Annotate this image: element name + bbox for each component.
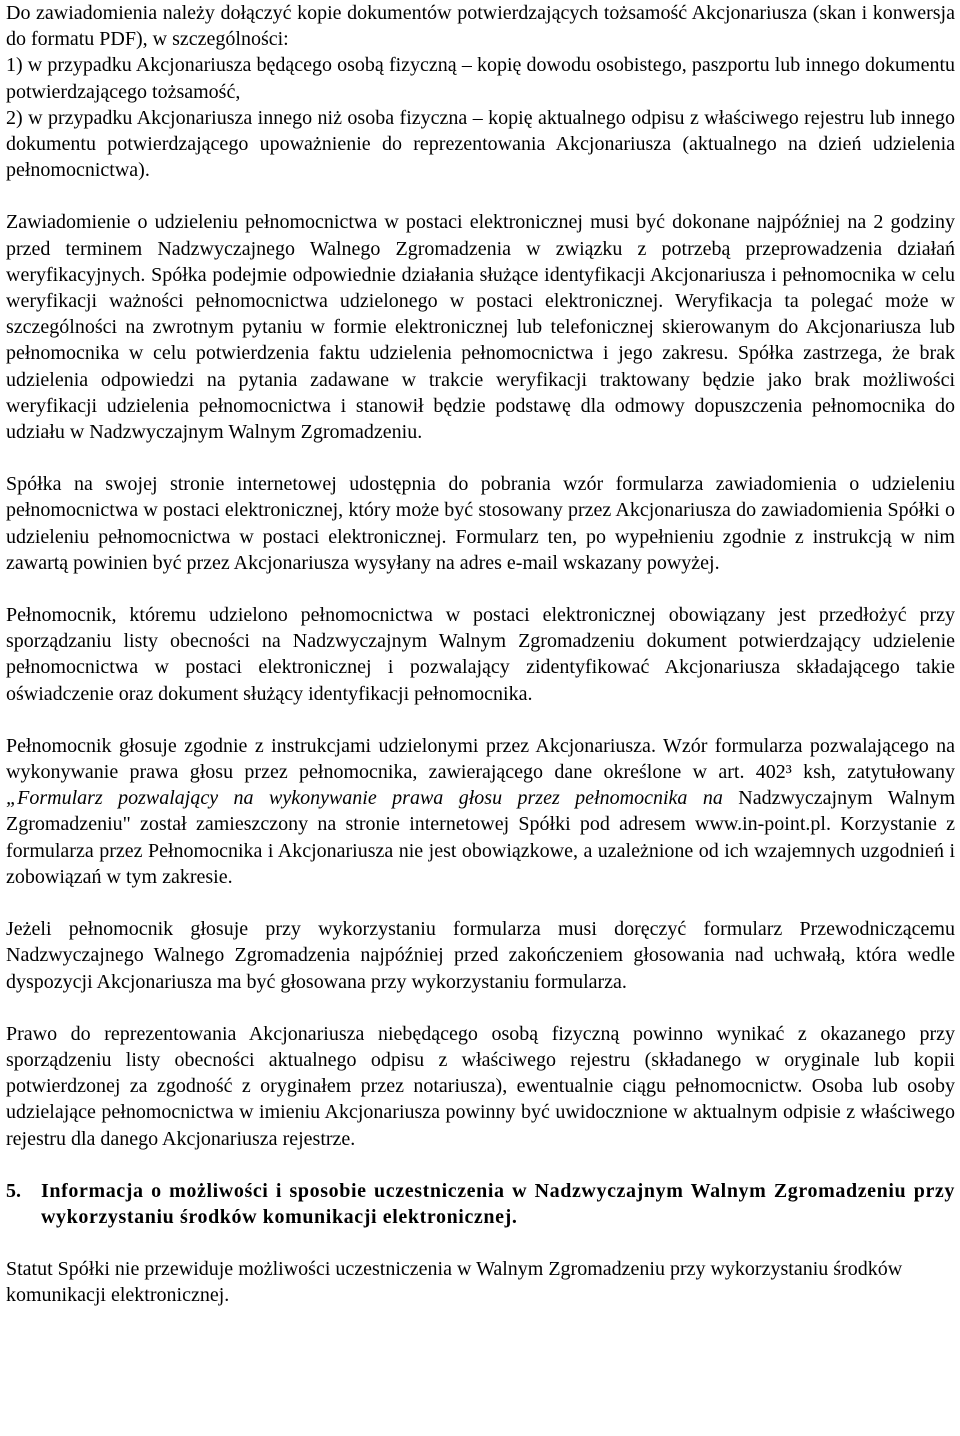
intro-item-2: 2) w przypadku Akcjonariusza innego niż osoba fizyczna – kopię aktualnego odpisu z właściwego rejestru lub innego dokumentu potwierdzającego upoważnienie do reprezentowania Akcjonariusza (aktualnego na dzień udzielenia pełnomocnictwa). xyxy=(6,106,955,182)
section-number: 5. xyxy=(6,1179,21,1202)
voting-text-1: Pełnomocnik głosuje zgodnie z instrukcjami udzielonymi przez Akcjonariusza. Wzór formularza pozwalającego na wykonywanie prawa głosu przez pełnomocnika, zawierającego dane określone w art. 402³ ksh, zatytułowany xyxy=(6,734,955,784)
paragraph-spacer xyxy=(6,445,955,471)
form-download-paragraph: Spółka na swojej stronie internetowej udostępnia do pobrania wzór formularza zawiadomienia o udzieleniu pełnomocnictwa w postaci elektronicznej, który może być stosowany przez Akcjonariusza do zawiadomienia Spółki o udzieleniu pełnomocnictwa w postaci elektronicznej. Formularz ten, po wypełnieniu zgodnie z instrukcją w nim zawartą powinien być przez Akcjonariusza wysyłany na adres e-mail wskazany powyżej. xyxy=(6,473,955,574)
section-title: Informacja o możliwości i sposobie uczestniczenia w Nadzwyczajnym Walnym Zgromadzeniu przy wykorzystaniu środków komunikacji elektronicznej. xyxy=(41,1179,955,1228)
voting-text-2: Nadzwyczajnym Walnym Zgromadzeniu" został zamieszczony na stronie internetowej Spółki pod adresem www.in-point.pl. Korzystanie z formularza przez Pełnomocnika i Akcjonariusza nie jest obowiązkowe, a uzależnione od ich wzajemnych uzgodnień i zobowiązań w tym zakresie. xyxy=(6,787,955,888)
section-5-heading xyxy=(6,1178,955,1230)
paragraph-spacer xyxy=(6,890,955,916)
representation-paragraph: Prawo do reprezentowania Akcjonariusza niebędącego osobą fizyczną powinno wynikać z okazanego przy sporządzeniu listy obecności aktualnego odpisu z właściwego rejestru (składanego w oryginale lub kopii potwierdzonej za zgodność z oryginałem przez notariusza), ewentualnie ciągu pełnomocnictw. Osoba lub osoby udzielające pełnomocnictwa w imieniu Akcjonariusza powinny być uwidocznione w aktualnym odpisie z właściwego rejestru dla danego Akcjonariusza rejestrze. xyxy=(6,1022,955,1150)
section-5-body: Statut Spółki nie przewiduje możliwości uczestniczenia w Walnym Zgromadzeniu przy wykorzystaniu środków komunikacji elektronicznej. xyxy=(6,1258,903,1307)
paragraph-spacer xyxy=(6,576,955,602)
intro-paragraph: Do zawiadomienia należy dołączyć kopie dokumentów potwierdzających tożsamość Akcjonariusza (skan i konwersja do formatu PDF), w szczególności: xyxy=(6,2,955,51)
voting-paragraph xyxy=(6,733,955,890)
paragraph-spacer xyxy=(6,1152,955,1178)
attendance-paragraph: Pełnomocnik, któremu udzielono pełnomocnictwa w postaci elektronicznej obowiązany jest przedłożyć przy sporządzaniu listy obecności na Nadzwyczajnym Walnym Zgromadzeniu dokument potwierdzający udzielenie pełnomocnictwa w postaci elektronicznej i pozwalający zidentyfikować Akcjonariusza składającego takie oświadczenie oraz dokument służący identyfikacji pełnomocnika. xyxy=(6,604,955,705)
voting-form-title: „Formularz pozwalający na wykonywanie prawa głosu przez pełnomocnika na xyxy=(6,787,723,810)
paragraph-spacer xyxy=(6,707,955,733)
intro-item-1: 1) w przypadku Akcjonariusza będącego osobą fizyczną – kopię dowodu osobistego, paszportu lub innego dokumentu potwierdzającego tożsamość, xyxy=(6,54,955,103)
notification-paragraph: Zawiadomienie o udzieleniu pełnomocnictwa w postaci elektronicznej musi być dokonane najpóźniej na 2 godziny przed terminem Nadzwyczajnego Walnego Zgromadzenia w związku z potrzebą przeprowadzenia działań weryfikacyjnych. Spółka podejmie odpowiednie działania służące identyfikacji Akcjonariusza i pełnomocnika w celu weryfikacji ważności pełnomocnictwa udzielonego w postaci elektronicznej. Weryfikacja ta polegać może w szczególności na zwrotnym pytaniu w formie elektronicznej lub telefonicznej skierowanym do Akcjonariusza lub pełnomocnika w celu potwierdzenia faktu udzielenia pełnomocnictwa i jego zakresu. Spółka zastrzega, że brak udzielenia odpowiedzi na pytania zadawane w trakcie weryfikacji traktowany będzie jako brak możliwości weryfikacji udzielenia pełnomocnictwa i stanowił będzie podstawę dla odmowy dopuszczenia pełnomocnika do udziału w Nadzwyczajnym Walnym Zgromadzeniu. xyxy=(6,211,955,444)
paragraph-spacer xyxy=(6,1230,955,1256)
paragraph-spacer xyxy=(6,183,955,209)
paragraph-spacer xyxy=(6,995,955,1021)
form-delivery-paragraph: Jeżeli pełnomocnik głosuje przy wykorzystaniu formularza musi doręczyć formularz Przewodniczącemu Nadzwyczajnego Walnego Zgromadzenia najpóźniej przed zakończeniem głosowania nad uchwałą, która wedle dyspozycji Akcjonariusza ma być głosowana przy wykorzystaniu formularza. xyxy=(6,918,955,993)
